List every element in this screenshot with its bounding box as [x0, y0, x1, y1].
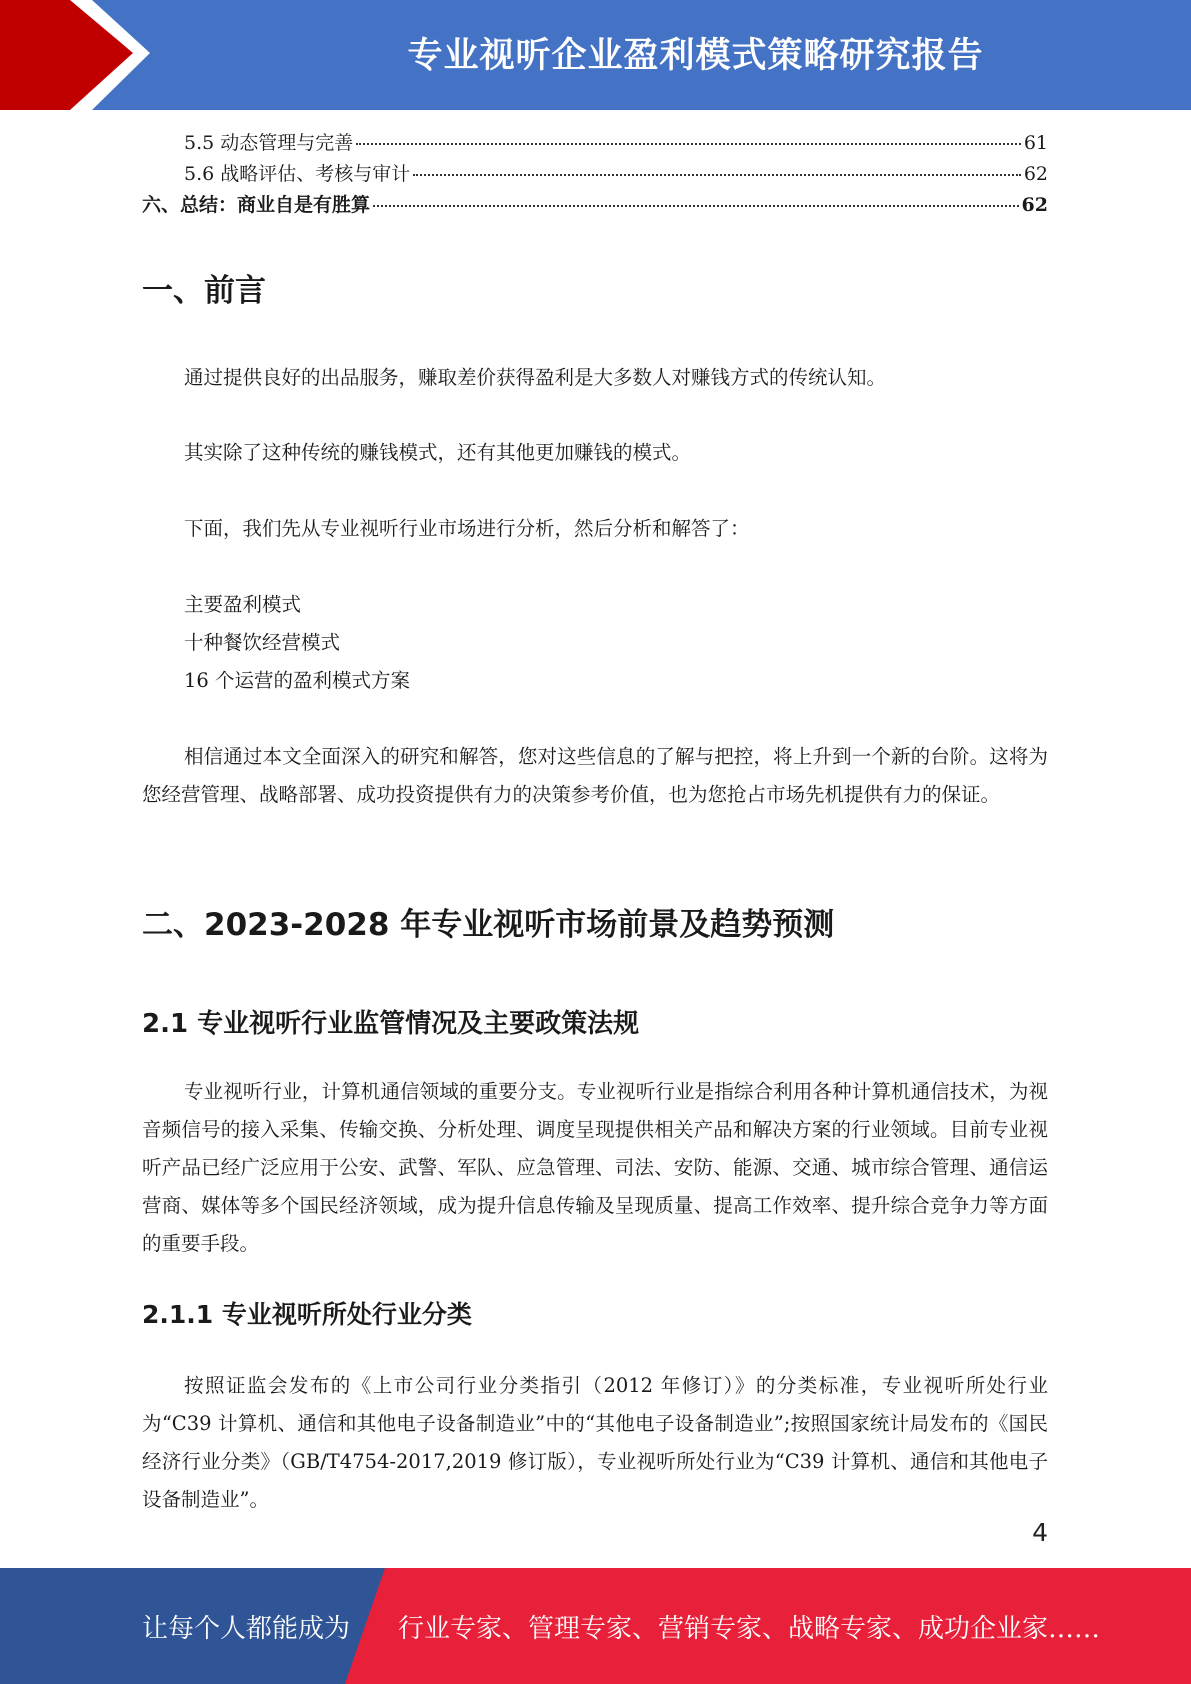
toc-leader-dots	[373, 205, 1019, 207]
paragraph: 通过提供良好的出品服务，赚取差价获得盈利是大多数人对赚钱方式的传统认知。	[184, 366, 887, 389]
toc-leader-dots	[413, 174, 1021, 176]
toc-label: 5.5 动态管理与完善	[184, 132, 354, 154]
footer-banner	[0, 1568, 1191, 1684]
paragraph: 其实除了这种传统的赚钱模式，还有其他更加赚钱的模式。	[184, 441, 692, 464]
section-heading-preface: 一、前言	[142, 273, 266, 309]
toc-label: 六、总结：商业自是有胜算	[142, 194, 371, 216]
page-number: 4	[1032, 1518, 1048, 1547]
toc-page: 61	[1023, 132, 1048, 154]
footer-slogan-left: 让每个人都能成为	[142, 1613, 351, 1644]
list-item: 主要盈利模式	[184, 593, 302, 616]
subsection-heading: 2.1 专业视听行业监管情况及主要政策法规	[142, 1009, 640, 1039]
paragraph: 专业视听行业，计算机通信领域的重要分支。专业视听行业是指综合利用各种计算机通信技术，为视音频信号的接入采集、传输交换、分析处理、调度呈现提供相关产品和解决方案的行业领域。目前专业视听产品已经广泛应用于公安、武警、军队、应急管理、司法、安防、能源、交通、城市综合管理、通信运营商、媒体等多个国民经济领域，成为提升信息传输及呈现质量、提高工作效率、提升综合竞争力等方面的重要手段。	[142, 1080, 1048, 1255]
toc-leader-dots	[356, 143, 1021, 145]
subsection-heading: 2.1.1 专业视听所处行业分类	[142, 1300, 472, 1329]
toc-page: 62	[1023, 163, 1048, 185]
list-item: 16 个运营的盈利模式方案	[184, 669, 411, 692]
paragraph: 相信通过本文全面深入的研究和解答，您对这些信息的了解与把控，将上升到一个新的台阶。这将为您经营管理、战略部署、成功投资提供有力的决策参考价值，也为您抢占市场先机提供有力的保证。	[142, 745, 1048, 806]
toc-label: 5.6 战略评估、考核与审计	[184, 163, 411, 185]
toc-page: 62	[1021, 194, 1048, 216]
header-banner	[0, 0, 1191, 110]
footer-slogan-right: 行业专家、管理专家、营销专家、战略专家、成功企业家……	[398, 1613, 1101, 1644]
paragraph: 按照证监会发布的《上市公司行业分类指引（2012 年修订）》的分类标准，专业视听所处行业为“C39 计算机、通信和其他电子设备制造业”中的“其他电子设备制造业”;按照国家统计局发布的《国民经济行业分类》（GB/T4754-2017,2019 修订版），专业视听所处行业为“C39 计算机、通信和其他电子设备制造业”。	[142, 1374, 1048, 1511]
report-title: 专业视听企业盈利模式策略研究报告	[407, 36, 984, 76]
table-of-contents	[142, 128, 1048, 221]
list-item: 十种餐饮经营模式	[184, 631, 341, 654]
section-heading-forecast: 二、2023-2028 年专业视听市场前景及趋势预测	[142, 907, 835, 943]
paragraph: 下面，我们先从专业视听行业市场进行分析，然后分析和解答了：	[184, 517, 750, 540]
toc-row[interactable]	[142, 128, 1048, 159]
toc-row[interactable]	[142, 159, 1048, 190]
toc-row[interactable]	[142, 190, 1048, 221]
